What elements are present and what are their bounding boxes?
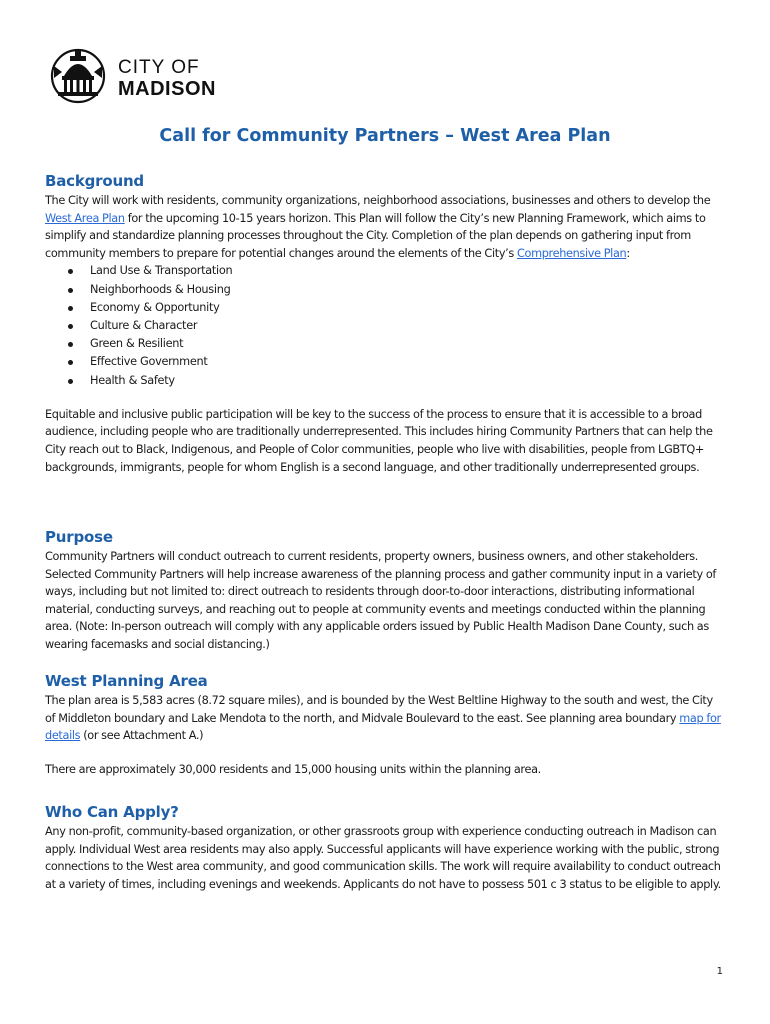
list-item-text: Neighborhoods & Housing [90,282,231,296]
bullet-icon [68,360,73,365]
list-item-text: Green & Resilient [90,337,184,351]
page-number: 1 [716,966,723,977]
comprehensive-plan-link[interactable]: Comprehensive Plan [516,246,627,260]
text-run: The City will work with residents, community organizations, neighborhood associations, businesses and others to develop the [45,194,711,207]
text-run: (or see Attachment A.) [80,729,204,743]
list-item [45,317,725,335]
logo-text [118,58,216,100]
west-area-paragraph-1 [45,692,725,745]
bullet-icon [68,379,73,384]
map-for-details-link[interactable]: map for details [45,711,721,743]
background-section [45,172,725,476]
bullet-icon [68,288,73,293]
west-area-paragraph-2: There are approximately 30,000 residents and 15,000 housing units within the planning area. [45,762,541,776]
background-paragraph-1 [45,192,725,262]
list-item [45,262,725,280]
list-item [45,299,725,317]
list-item [45,281,725,299]
document-title: Call for Community Partners – West Area Plan [159,126,611,146]
plan-elements-list [45,262,725,389]
city-of-madison-logo [48,48,228,104]
west-area-plan-link[interactable]: West Area Plan [45,211,125,225]
who-can-apply-heading: Who Can Apply? [45,803,179,821]
who-can-apply-paragraph: Any non-profit, community-based organization, or other grassroots group with experience conducting outreach in Madison can apply. Individual West area residents may also apply. Successful applicants will have experience working with the public, strong connections to the West area community, and good communication skills. The work will require availability to conduct outreach at a variety of times, including evenings and weekends. Applicants do not have to possess 501 c 3 status to be eligible to apply. [45,825,721,891]
text-run: The plan area is 5,583 acres (8.72 square miles), and is bounded by the West Beltline Highway to the south and west, the City of Middleton boundary and Lake Mendota to the north, and Midvale Boulevard to the east. See planning area boundary [45,694,713,725]
list-item [45,372,725,390]
bullet-icon [68,306,73,311]
west-planning-area-section [45,672,725,778]
bullet-icon [68,324,73,329]
bullet-icon [68,269,73,274]
purpose-section [45,528,725,654]
list-item-text: Effective Government [90,355,208,369]
list-item-text: Land Use & Transportation [90,264,233,278]
logo-city-of: CITY OF [118,57,200,78]
who-can-apply-section [45,803,725,893]
text-run: : [626,246,630,260]
bullet-icon [68,342,73,347]
list-item [45,335,725,353]
logo-madison: MADISON [118,78,216,100]
list-item-text: Culture & Character [90,318,198,332]
list-item [45,353,725,371]
west-planning-area-heading: West Planning Area [45,672,208,690]
capitol-seal-icon [48,46,108,106]
purpose-paragraph: Community Partners will conduct outreach to current residents, property owners, business owners, and other stakeholders. Selected Community Partners will help increase awareness of the planning process and gather community input in a variety of ways, including but not limited to: direct outreach to residents through door-to-door interactions, distributing informational material, conducting surveys, and reaching out to people at community events and meetings conducted within the planning area. (Note: In-person outreach will comply with any applicable orders issued by Public Health Madison Dane County, such as wearing facemasks and social distancing.) [45,550,717,651]
list-item-text: Economy & Opportunity [90,300,220,314]
text-run: for the upcoming 10-15 years horizon. This Plan will follow the City’s new Planning Framework, which aims to simplify and standardize planning processes throughout the City. Completion of the plan depends on gathering input from community members to prepare for potential changes around the elements of the City’s [45,211,706,260]
list-item-text: Health & Safety [90,373,175,387]
purpose-heading: Purpose [45,528,113,546]
background-paragraph-2: Equitable and inclusive public participation will be key to the success of the process to ensure that it is accessible to a broad audience, including people who are traditionally underrepresented. This includes hiring Community Partners that can help the City reach out to Black, Indigenous, and People of Color communities, people who live with disabilities, people from LGBTQ+ backgrounds, immigrants, people for whom English is a second language, and other traditionally underrepresented groups. [45,407,713,474]
background-heading: Background [45,172,144,190]
